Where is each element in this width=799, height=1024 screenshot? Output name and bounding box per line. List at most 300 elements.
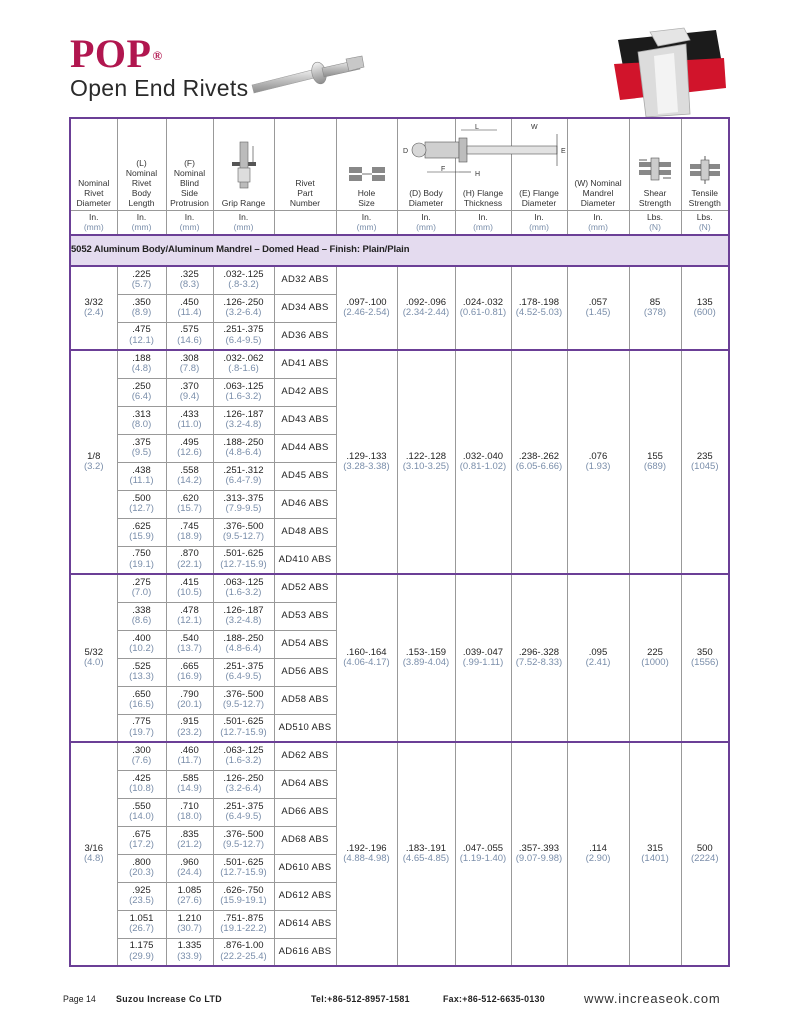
hole-size-cell-imperial: .129-.133 — [346, 450, 387, 462]
mandrel-diameter-cell-metric: (1.45) — [585, 307, 611, 318]
grip-range-cell-imperial: .313-.375 — [223, 492, 264, 504]
body-length-cell — [117, 266, 166, 294]
company-name: Suzou Increase Co LTD — [116, 994, 222, 1004]
body-length-cell — [117, 462, 166, 490]
body-length-cell — [117, 910, 166, 938]
blind-side-cell-imperial: .460 — [180, 744, 199, 756]
flange-thickness-cell-imperial: .047-.055 — [462, 842, 504, 854]
grip-range-cell-imperial: .251-.375 — [223, 660, 264, 672]
brand-logo — [70, 31, 163, 76]
grip-range-cell-metric: (6.4-7.9) — [225, 475, 262, 486]
table-row — [70, 266, 729, 294]
blind-side-cell-metric: (15.7) — [177, 503, 202, 514]
unit-cell-grip-range — [213, 210, 274, 235]
body-length-cell — [117, 798, 166, 826]
blind-side-cell-imperial: .325 — [180, 268, 199, 280]
part-number-cell: AD44 ABS — [274, 434, 336, 462]
body-diameter-cell-metric: (3.10-3.25) — [402, 461, 450, 472]
grip-range-cell-imperial: .501-.625 — [223, 716, 264, 728]
body-length-cell — [117, 350, 166, 378]
column-header-label-line: Nominal — [78, 177, 110, 188]
column-header-label-line: (W) Nominal — [574, 177, 622, 188]
column-header-label-line: Thickness — [463, 197, 503, 208]
part-number-cell: AD48 ABS — [274, 518, 336, 546]
hole-size-cell-metric: (3.28-3.38) — [343, 461, 390, 472]
tensile-strength-cell — [681, 266, 729, 350]
grip-range-cell-imperial: .251-.375 — [223, 800, 264, 812]
shear-strength-cell-metric: (1000) — [641, 657, 669, 668]
mandrel-diameter-cell-imperial: .114 — [589, 842, 607, 854]
blind-side-cell-imperial: .495 — [180, 436, 199, 448]
grip-range-cell-imperial: .501-.625 — [223, 548, 264, 560]
blind-side-cell-metric: (13.7) — [177, 643, 202, 654]
part-number-cell: AD64 ABS — [274, 770, 336, 798]
grip-range-cell-metric: (15.9-19.1) — [220, 895, 267, 906]
dim-label-f: F — [440, 165, 445, 173]
body-length-cell-metric: (20.3) — [129, 867, 154, 878]
body-length-cell-imperial: .338 — [132, 604, 151, 616]
column-header-mandrel-diameter — [567, 118, 629, 210]
body-length-cell — [117, 406, 166, 434]
column-header-hole-size — [336, 118, 397, 210]
tensile-strength-icon — [688, 156, 722, 184]
blind-side-cell — [166, 854, 213, 882]
mandrel-diameter-cell-imperial: .076 — [588, 450, 608, 462]
body-length-cell-metric: (5.7) — [131, 279, 152, 291]
grip-range-cell — [213, 854, 274, 882]
grip-range-cell-imperial: .188-.250 — [223, 632, 264, 644]
body-length-cell-metric: (15.9) — [129, 531, 154, 542]
body-length-cell-metric: (10.8) — [129, 783, 154, 794]
unit-metric: (mm) — [83, 222, 104, 233]
grip-range-cell-metric: (9.5-12.7) — [222, 699, 265, 710]
body-length-cell-metric: (7.6) — [131, 755, 152, 767]
grip-range-cell-imperial: .501-.625 — [223, 856, 264, 868]
grip-range-cell-metric: (3.2-6.4) — [225, 307, 262, 318]
body-diameter-cell — [397, 574, 455, 742]
body-length-cell-metric: (23.5) — [129, 895, 154, 906]
nominal-diameter-cell-imperial: 5/32 — [84, 646, 103, 658]
blind-side-cell-metric: (21.2) — [177, 839, 202, 850]
dim-label-w: W — [530, 123, 538, 131]
tensile-strength-cell-metric: (1045) — [691, 461, 719, 472]
grip-range-cell-imperial: .376-.500 — [223, 688, 264, 700]
flange-diameter-cell — [511, 574, 567, 742]
grip-range-cell — [213, 658, 274, 686]
column-header-label-line: Part — [297, 187, 313, 198]
body-diameter-cell-metric: (4.65-4.85) — [402, 853, 450, 864]
column-header-label-line: (E) Flange — [519, 187, 559, 198]
flange-thickness-cell — [455, 742, 511, 966]
hole-size-cell-metric: (4.06-4.17) — [343, 657, 390, 668]
body-length-cell-imperial: .925 — [132, 884, 151, 896]
blind-side-cell-imperial: .308 — [180, 352, 199, 364]
body-diameter-cell — [397, 742, 455, 966]
grip-range-cell-metric: (.8-1.6) — [228, 363, 259, 375]
nominal-diameter-cell-imperial: 1/8 — [87, 450, 101, 462]
grip-range-cell-imperial: .876-1.00 — [223, 940, 264, 952]
body-length-cell-imperial: .775 — [132, 716, 151, 728]
unit-metric: (mm) — [529, 222, 549, 233]
flange-diameter-cell — [511, 350, 567, 574]
nominal-diameter-cell-imperial: 3/32 — [84, 296, 103, 308]
part-number-cell: AD52 ABS — [274, 574, 336, 602]
column-header-label-line: Diameter — [76, 197, 111, 208]
body-length-cell-imperial: .350 — [132, 296, 151, 308]
hole-size-cell-imperial: .160-.164 — [346, 646, 387, 658]
grip-range-cell-imperial: .751-.875 — [223, 912, 264, 924]
body-length-cell-imperial: .550 — [132, 800, 151, 812]
phone-number: Tel:+86-512-8957-1581 — [311, 994, 410, 1004]
flange-thickness-cell-metric: (1.19-1.40) — [459, 853, 507, 864]
dim-label-d: D — [402, 147, 408, 155]
column-header-nominal-diameter — [70, 118, 117, 210]
blind-side-cell — [166, 574, 213, 602]
body-diameter-cell-imperial: .092-.096 — [405, 296, 447, 308]
flange-diameter-cell-metric: (9.07-9.98) — [515, 853, 563, 864]
body-length-cell-imperial: .500 — [132, 492, 151, 504]
body-length-cell — [117, 322, 166, 350]
grip-range-cell-metric: (1.6-3.2) — [225, 755, 262, 767]
unit-cell-tensile — [681, 210, 729, 235]
blind-side-cell-metric: (14.9) — [177, 783, 202, 794]
nominal-diameter-cell-metric: (4.0) — [83, 657, 104, 668]
tensile-strength-cell — [681, 742, 729, 966]
blind-side-cell — [166, 294, 213, 322]
hole-size-cell — [336, 574, 397, 742]
body-length-cell — [117, 574, 166, 602]
body-length-cell — [117, 714, 166, 742]
page-subtitle: Open End Rivets — [70, 75, 249, 101]
body-length-cell — [117, 602, 166, 630]
mandrel-diameter-cell — [567, 350, 629, 574]
grip-range-cell — [213, 938, 274, 966]
hole-size-cell — [336, 742, 397, 966]
part-number-cell: AD36 ABS — [274, 322, 336, 350]
body-length-cell-imperial: .313 — [132, 408, 151, 420]
blind-side-cell-imperial: .585 — [180, 772, 199, 784]
website-link[interactable]: www.increaseok.com — [584, 991, 721, 1006]
grip-range-cell-metric: (3.2-4.8) — [225, 419, 262, 430]
column-header-label-line: Strength — [638, 197, 672, 208]
flange-thickness-cell — [455, 266, 511, 350]
unit-imperial: In. — [136, 212, 147, 223]
hole-size-cell-imperial: .097-.100 — [346, 296, 387, 308]
blind-side-cell-imperial: .575 — [180, 324, 199, 336]
body-diameter-cell-imperial: .153-.159 — [405, 646, 447, 658]
shear-strength-cell — [629, 266, 681, 350]
column-header-grip-range — [213, 118, 274, 210]
unit-imperial: Lbs. — [696, 212, 713, 223]
blind-side-cell-imperial: .745 — [180, 520, 199, 532]
unit-cell-flange-diameter — [511, 210, 567, 235]
unit-imperial: In. — [421, 212, 431, 223]
unit-cell-body-diameter — [397, 210, 455, 235]
nominal-diameter-cell — [70, 574, 117, 742]
column-header-label-line: Tensile — [691, 187, 718, 198]
body-length-cell-metric: (26.7) — [129, 923, 154, 934]
blind-side-cell-metric: (14.6) — [177, 334, 202, 346]
dim-label-l: L — [474, 123, 479, 131]
body-length-cell-metric: (4.8) — [131, 363, 152, 375]
body-length-cell-imperial: .250 — [132, 380, 151, 392]
blind-side-cell — [166, 742, 213, 770]
blind-side-cell-imperial: 1.085 — [177, 884, 202, 896]
blind-side-cell — [166, 910, 213, 938]
blind-side-cell — [166, 490, 213, 518]
shear-strength-icon — [637, 156, 673, 184]
tensile-strength-cell-imperial: 235 — [696, 450, 713, 462]
grip-range-cell-metric: (6.4-9.5) — [225, 334, 262, 346]
column-header-label-line: Shear — [643, 187, 667, 198]
fax-number: Fax:+86-512-6635-0130 — [443, 994, 545, 1004]
unit-metric: (N) — [649, 222, 661, 233]
flange-diameter-cell-imperial: .357-.393 — [518, 842, 560, 854]
blind-side-cell — [166, 602, 213, 630]
part-number-cell: AD510 ABS — [274, 714, 336, 742]
tensile-strength-cell — [681, 350, 729, 574]
grip-range-cell-metric: (12.7-15.9) — [220, 558, 267, 570]
part-number-cell: AD62 ABS — [274, 742, 336, 770]
flange-diameter-cell-metric: (7.52-8.33) — [515, 657, 563, 668]
body-length-cell-metric: (9.5) — [131, 447, 152, 458]
column-header-label-line: Grip Range — [221, 197, 266, 208]
blind-side-cell-imperial: .710 — [180, 800, 199, 812]
column-header-label-line: (L) — [136, 157, 147, 168]
blind-side-cell-imperial: .790 — [180, 688, 199, 700]
blind-side-cell-imperial: .835 — [180, 828, 199, 840]
column-header-label-line: (H) Flange — [462, 187, 504, 198]
column-header-part-number — [274, 118, 336, 210]
grip-range-cell — [213, 546, 274, 574]
grip-range-cell-imperial: .032-.062 — [223, 352, 264, 364]
blind-side-cell — [166, 518, 213, 546]
blind-side-cell — [166, 462, 213, 490]
tensile-strength-cell-metric: (600) — [693, 307, 716, 318]
grip-range-cell-imperial: .063-.125 — [223, 380, 264, 392]
column-header-label-line: Rivet — [131, 177, 152, 188]
grip-range-cell-imperial: .251-.312 — [223, 464, 264, 476]
grip-range-diagram-icon — [229, 140, 259, 194]
grip-range-cell-metric: (9.5-12.7) — [222, 531, 265, 542]
registered-mark: ® — [152, 48, 163, 63]
column-header-body-length — [117, 118, 166, 210]
part-number-cell: AD612 ABS — [274, 882, 336, 910]
flange-diameter-cell-imperial: .238-.262 — [518, 450, 560, 462]
body-length-cell — [117, 882, 166, 910]
grip-range-cell — [213, 574, 274, 602]
blind-side-cell-imperial: .558 — [180, 464, 199, 476]
column-header-tensile — [681, 118, 729, 210]
grip-range-cell-metric: (7.9-9.5) — [225, 503, 262, 514]
mandrel-diameter-cell-metric: (1.93) — [585, 461, 611, 472]
body-length-cell — [117, 294, 166, 322]
section-title-row — [70, 235, 729, 266]
blind-side-cell-metric: (9.4) — [179, 391, 200, 402]
part-number-cell: AD45 ABS — [274, 462, 336, 490]
body-length-cell-imperial: .300 — [132, 744, 151, 756]
blind-side-cell-imperial: 1.210 — [177, 912, 202, 924]
part-number-cell: AD58 ABS — [274, 686, 336, 714]
part-number-cell: AD616 ABS — [274, 938, 336, 966]
blind-side-cell — [166, 686, 213, 714]
blind-side-cell — [166, 406, 213, 434]
body-length-cell — [117, 378, 166, 406]
grip-range-cell-metric: (19.1-22.2) — [220, 923, 267, 934]
grip-range-cell — [213, 826, 274, 854]
column-header-label-line: Hole — [357, 187, 376, 198]
grip-range-cell — [213, 294, 274, 322]
blind-side-cell-metric: (11.0) — [177, 419, 202, 430]
tensile-strength-cell-imperial: 350 — [696, 646, 713, 658]
blind-side-cell — [166, 266, 213, 294]
tensile-strength-cell-imperial: 135 — [696, 296, 713, 308]
column-header-label-line: Mandrel Diameter — [580, 187, 616, 208]
grip-range-cell — [213, 714, 274, 742]
grip-range-cell — [213, 770, 274, 798]
grip-range-cell-metric: (6.4-9.5) — [225, 811, 262, 822]
body-length-cell-metric: (16.5) — [129, 699, 154, 710]
unit-metric: (mm) — [416, 222, 436, 233]
column-header-label-line: Nominal — [125, 167, 158, 178]
column-header-label-line: Size — [358, 197, 375, 208]
column-header-label-line: Nominal — [173, 167, 206, 178]
grip-range-cell-imperial: .188-.250 — [223, 436, 264, 448]
blind-side-cell-imperial: .620 — [180, 492, 199, 504]
part-number-cell: AD68 ABS — [274, 826, 336, 854]
grip-range-cell — [213, 378, 274, 406]
rivet-spec-table — [69, 117, 730, 967]
body-length-cell — [117, 490, 166, 518]
grip-range-cell-metric: (1.6-3.2) — [225, 587, 262, 599]
unit-cell-part-number — [274, 210, 336, 235]
mandrel-diameter-cell — [567, 574, 629, 742]
unit-cell-flange-thickness — [455, 210, 511, 235]
unit-cell-hole-size — [336, 210, 397, 235]
shear-strength-cell-imperial: 155 — [647, 450, 663, 462]
nominal-diameter-cell-metric: (4.8) — [83, 853, 104, 864]
grip-range-cell — [213, 742, 274, 770]
grip-range-cell-metric: (4.8-6.4) — [225, 643, 262, 654]
unit-metric: (mm) — [473, 222, 493, 233]
table-row — [70, 574, 729, 602]
grip-range-cell — [213, 266, 274, 294]
tensile-strength-cell-metric: (1556) — [691, 657, 719, 668]
part-number-cell: AD66 ABS — [274, 798, 336, 826]
body-length-cell-metric: (12.1) — [129, 334, 154, 346]
blind-side-cell-metric: (7.8) — [179, 363, 200, 375]
grip-range-cell — [213, 798, 274, 826]
unit-imperial: In. — [89, 212, 99, 223]
blind-side-cell-imperial: .450 — [180, 296, 199, 308]
hole-size-icon — [348, 164, 386, 184]
blind-side-cell-metric: (24.4) — [177, 867, 202, 878]
blind-side-cell-metric: (12.1) — [177, 615, 202, 626]
column-header-flange-diameter — [511, 118, 567, 210]
unit-row — [70, 210, 729, 235]
unit-imperial: In. — [238, 212, 249, 223]
body-length-cell — [117, 630, 166, 658]
body-length-cell-metric: (12.7) — [129, 503, 154, 514]
column-header-label-line: Protrusion — [170, 197, 209, 208]
unit-cell-shear — [629, 210, 681, 235]
body-diameter-cell-metric: (3.89-4.04) — [402, 657, 450, 668]
grip-range-cell-metric: (1.6-3.2) — [225, 391, 262, 402]
blind-side-cell-metric: (33.9) — [177, 950, 202, 962]
grip-range-cell — [213, 602, 274, 630]
grip-range-cell-imperial: .626-.750 — [223, 884, 264, 896]
blind-side-cell-metric: (30.7) — [177, 923, 202, 934]
tensile-strength-cell-metric: (2224) — [691, 853, 719, 864]
blind-side-cell — [166, 546, 213, 574]
blind-side-cell-metric: (16.9) — [177, 671, 202, 682]
blind-side-cell-imperial: .665 — [180, 660, 199, 672]
column-header-label-line: Length — [128, 197, 155, 208]
grip-range-cell-metric: (3.2-6.4) — [225, 783, 262, 794]
flange-thickness-cell-metric: (.99-1.11) — [462, 657, 504, 668]
column-header-row — [70, 118, 729, 210]
part-number-cell: AD54 ABS — [274, 630, 336, 658]
hole-size-cell-imperial: .192-.196 — [346, 842, 387, 854]
body-length-cell — [117, 518, 166, 546]
grip-range-cell-metric: (12.7-15.9) — [220, 726, 267, 738]
unit-metric: (mm) — [233, 222, 254, 233]
blind-side-cell-metric: (23.2) — [177, 726, 202, 738]
body-length-cell-metric: (8.9) — [131, 307, 152, 318]
blind-side-cell-metric: (12.6) — [177, 447, 202, 458]
unit-imperial: In. — [184, 212, 195, 223]
rivet-illustration — [246, 55, 374, 97]
column-header-flange-thickness — [455, 118, 511, 210]
grip-range-cell-imperial: .126-.187 — [223, 604, 264, 616]
column-header-label-line: Diameter — [408, 197, 444, 208]
blind-side-cell — [166, 798, 213, 826]
nominal-diameter-cell-imperial: 3/16 — [84, 842, 103, 854]
body-length-cell-imperial: .625 — [132, 520, 151, 532]
body-length-cell-imperial: .188 — [132, 352, 151, 364]
body-diameter-cell — [397, 350, 455, 574]
shear-strength-cell-metric: (1401) — [641, 853, 669, 864]
blind-side-cell — [166, 434, 213, 462]
flange-thickness-cell-imperial: .039-.047 — [462, 646, 504, 658]
body-length-cell — [117, 854, 166, 882]
shear-strength-cell-imperial: 225 — [647, 646, 663, 658]
grip-range-cell-metric: (12.7-15.9) — [220, 867, 267, 878]
unit-metric: (mm) — [131, 222, 152, 233]
body-length-cell-imperial: .800 — [132, 856, 151, 868]
grip-range-cell-metric: (22.2-25.4) — [220, 950, 267, 962]
nominal-diameter-cell-metric: (2.4) — [83, 307, 104, 318]
column-header-label-line: Rivet — [295, 177, 315, 188]
body-length-cell — [117, 938, 166, 966]
flange-thickness-cell — [455, 350, 511, 574]
table-row — [70, 350, 729, 378]
grip-range-cell-metric: (.8-3.2) — [228, 279, 259, 291]
section-title: 5052 Aluminum Body/Aluminum Mandrel – Domed Head – Finish: Plain/Plain — [70, 235, 729, 266]
column-header-blind-side — [166, 118, 213, 210]
grip-range-cell — [213, 434, 274, 462]
nominal-diameter-cell — [70, 266, 117, 350]
flange-diameter-cell-metric: (4.52-5.03) — [515, 307, 563, 318]
flange-thickness-cell — [455, 574, 511, 742]
unit-cell-nominal-diameter — [70, 210, 117, 235]
body-length-cell-imperial: .525 — [132, 660, 151, 672]
blind-side-cell-metric: (11.7) — [177, 755, 202, 767]
tensile-strength-cell — [681, 574, 729, 742]
unit-metric: (N) — [698, 222, 711, 233]
body-length-cell-metric: (13.3) — [129, 671, 154, 682]
shear-strength-cell — [629, 742, 681, 966]
